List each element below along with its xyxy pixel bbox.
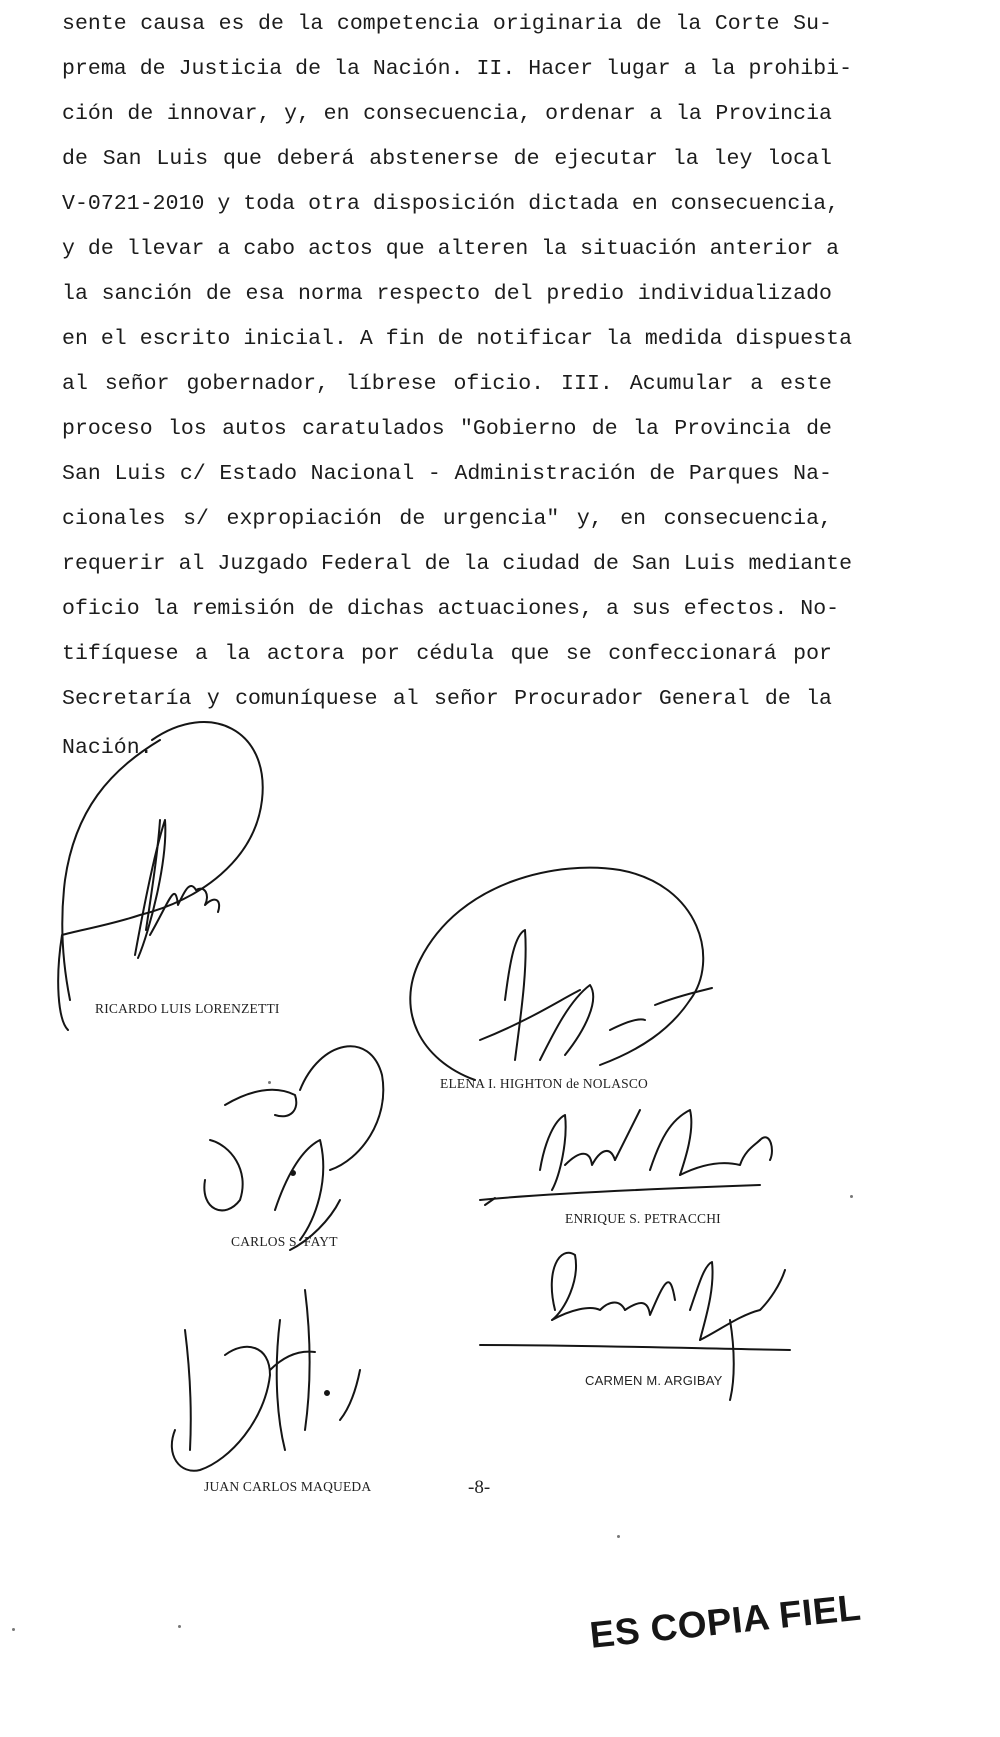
text-line: requerir al Juzgado Federal de la ciudad de San Luis mediante	[62, 552, 853, 576]
signature-lorenzetti-mark	[58, 722, 263, 1030]
signature-highton-mark	[410, 868, 712, 1080]
page-number: -8-	[468, 1477, 491, 1498]
signature-name-maqueda: JUAN CARLOS MAQUEDA	[204, 1479, 372, 1494]
text-line: cionales s/ expropiación de urgencia" y, en consecuencia,	[62, 507, 832, 531]
text-line: sente causa es de la competencia originaria de la Corte Su-	[62, 12, 832, 36]
scan-speck	[850, 1195, 853, 1198]
text-line: San Luis c/ Estado Nacional - Administración de Parques Na-	[62, 462, 832, 486]
text-line: al señor gobernador, líbrese oficio. III. Acumular a este	[62, 372, 832, 396]
signature-name-lorenzetti: RICARDO LUIS LORENZETTI	[95, 1001, 280, 1016]
text-line: Nación.	[62, 736, 153, 760]
scan-speck	[12, 1628, 15, 1631]
signature-maqueda-mark	[172, 1290, 360, 1471]
scan-speck	[268, 1081, 271, 1084]
text-line: y de llevar a cabo actos que alteren la situación anterior a	[62, 237, 840, 261]
copy-stamp: ES COPIA FIEL	[587, 1586, 863, 1656]
text-line: V-0721-2010 y toda otra disposición dictada en consecuencia,	[62, 192, 840, 216]
signature-name-fayt: CARLOS S. FAYT	[231, 1234, 338, 1249]
signature-name-petracchi: ENRIQUE S. PETRACCHI	[565, 1211, 721, 1226]
text-line: prema de Justicia de la Nación. II. Hacer lugar a la prohibi-	[62, 57, 853, 81]
text-line: de San Luis que deberá abstenerse de ejecutar la ley local	[62, 147, 832, 171]
text-line: proceso los autos caratulados "Gobierno de la Provincia de	[62, 417, 832, 441]
text-line: Secretaría y comuníquese al señor Procurador General de la	[62, 687, 832, 711]
scan-speck	[617, 1535, 620, 1538]
signature-petracchi-mark	[480, 1110, 772, 1205]
text-line: la sanción de esa norma respecto del predio individualizado	[62, 282, 832, 306]
signature-name-argibay: CARMEN M. ARGIBAY	[585, 1373, 723, 1388]
text-line: ción de innovar, y, en consecuencia, ordenar a la Provincia	[62, 102, 832, 126]
signature-fayt-mark	[204, 1046, 383, 1250]
text-line: en el escrito inicial. A fin de notificar la medida dispuesta	[62, 327, 853, 351]
text-line: oficio la remisión de dichas actuaciones, a sus efectos. No-	[62, 597, 840, 621]
text-line: tifíquese a la actora por cédula que se confeccionará por	[62, 642, 832, 666]
scan-speck	[178, 1625, 181, 1628]
signature-name-highton: ELENA I. HIGHTON de NOLASCO	[440, 1076, 649, 1091]
